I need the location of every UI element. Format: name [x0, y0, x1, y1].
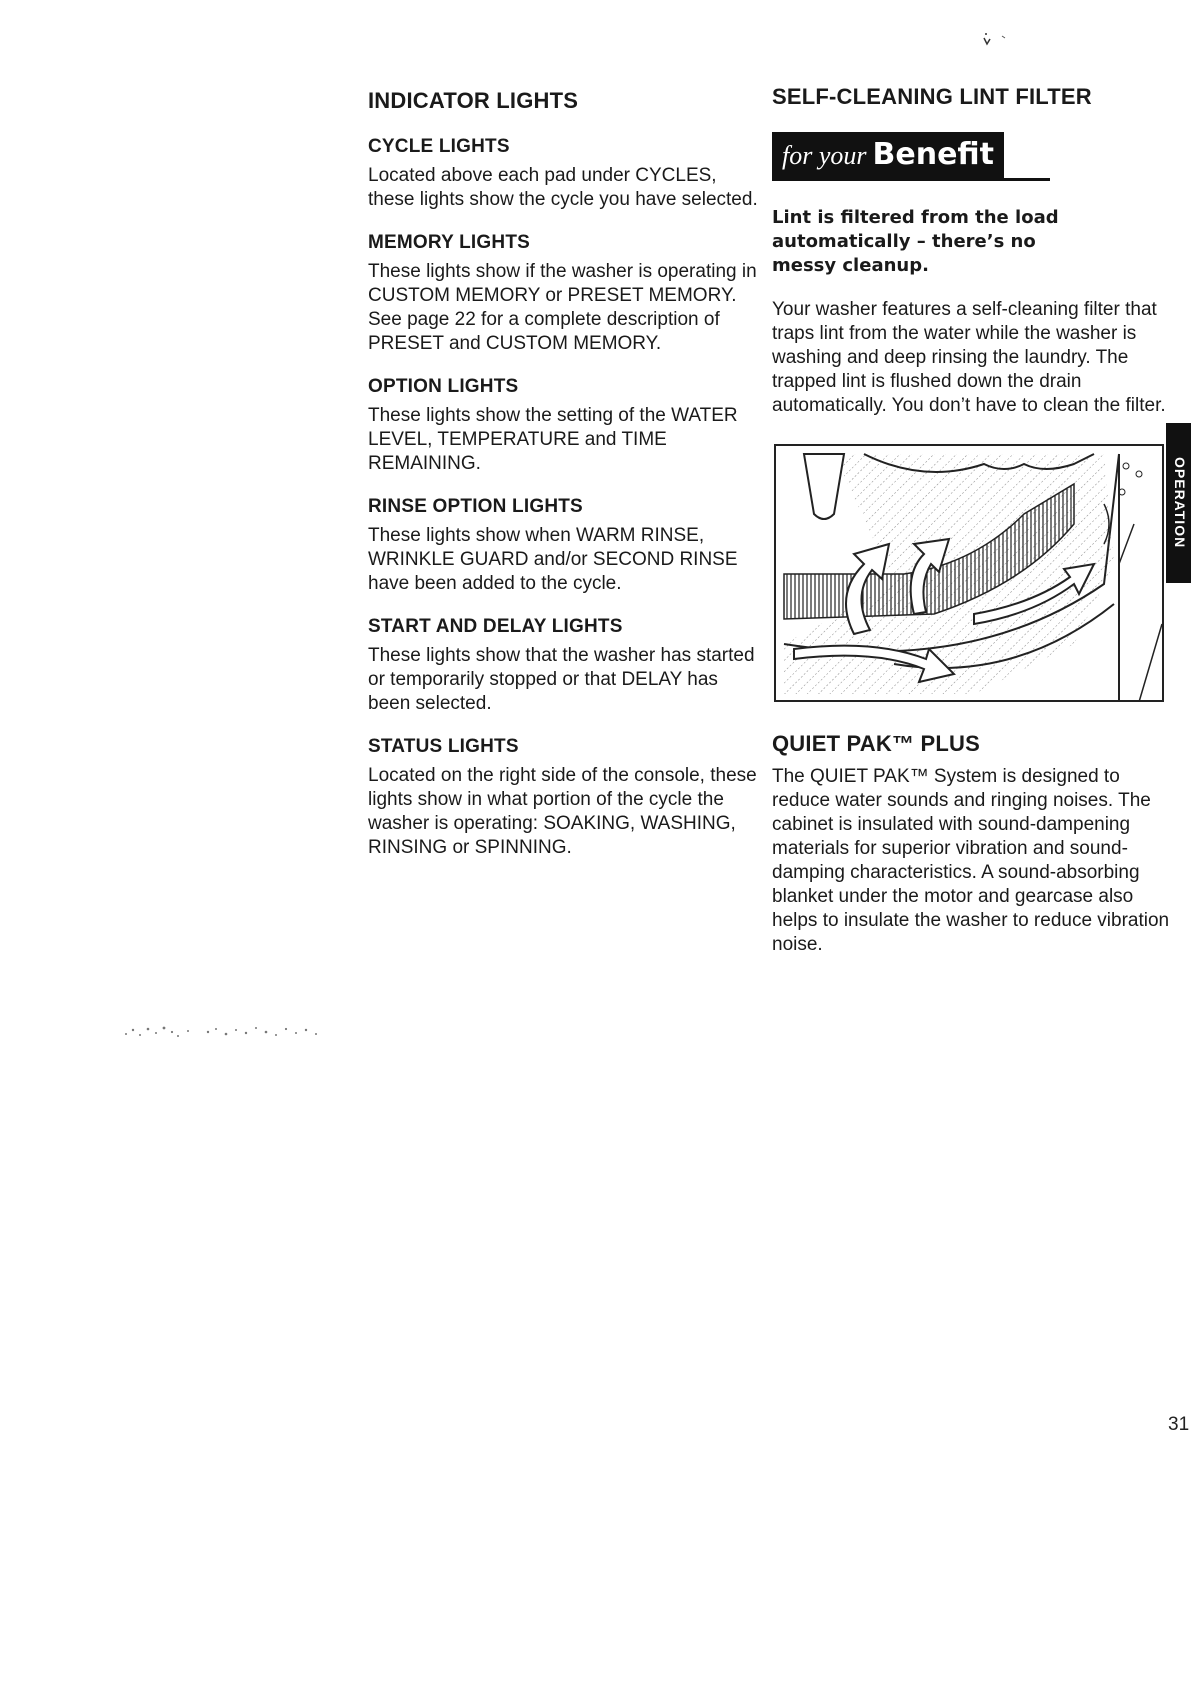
left-column — [368, 88, 758, 880]
benefit-badge-italic: for your — [782, 141, 867, 170]
benefit-badge-box — [772, 132, 1004, 180]
section-title: MEMORY LIGHTS — [368, 232, 530, 253]
quiet-pak-heading: QUIET PAK™ PLUS — [772, 731, 980, 756]
section-side-tab — [1166, 423, 1191, 583]
section-body: These lights show the setting of the WATER LEVEL, TEMPERATURE and TIME REMAINING. — [368, 405, 738, 474]
page-number: 31 — [1168, 1414, 1190, 1435]
section-body: Located on the right side of the console, these lights show in what portion of the cycle the washer is operating: SOAKING, WASHING, RINSING or SPINNING. — [368, 765, 757, 858]
section-title: CYCLE LIGHTS — [368, 136, 510, 157]
lint-filter-heading: SELF-CLEANING LINT FILTER — [772, 84, 1092, 109]
rinse-option-lights-section — [368, 496, 758, 596]
lint-filter-flow-illustration-icon — [774, 444, 1164, 702]
scan-speckle — [118, 1020, 328, 1044]
right-column — [772, 84, 1172, 975]
lint-filter-body: Your washer features a self-cleaning filter that traps lint from the water while the washer is washing and deep rinsing the laundry. The trapped lint is flushed down the drain automatically. You don’t have to clean the filter. — [772, 299, 1166, 416]
memory-lights-section — [368, 232, 758, 356]
indicator-lights-heading: INDICATOR LIGHTS — [368, 88, 579, 113]
section-body: These lights show that the washer has started or temporarily stopped or that DELAY has been selected. — [368, 645, 755, 714]
section-title: RINSE OPTION LIGHTS — [368, 496, 583, 517]
section-body: Located above each pad under CYCLES, these lights show the cycle you have selected. — [368, 165, 758, 210]
section-title: STATUS LIGHTS — [368, 736, 519, 757]
section-title: START AND DELAY LIGHTS — [368, 616, 623, 637]
side-tab-label: OPERATION — [1172, 457, 1188, 549]
benefit-summary: Lint is filtered from the load automatically – there’s no messy cleanup. — [772, 207, 1059, 276]
section-title: OPTION LIGHTS — [368, 376, 519, 397]
option-lights-section — [368, 376, 758, 476]
quiet-pak-body: The QUIET PAK™ System is designed to reduce water sounds and ringing noises. The cabinet is insulated with sound-dampening materials for superior vibration and sound-damping characteristics. A sound-absorbing blanket under the motor and gearcase also helps to insulate the washer to reduce vibration noise. — [772, 766, 1170, 955]
section-body: These lights show when WARM RINSE, WRINKLE GUARD and/or SECOND RINSE have been added to the cycle. — [368, 525, 738, 594]
cycle-lights-section — [368, 136, 758, 212]
benefit-underline — [772, 178, 1050, 181]
status-lights-section — [368, 736, 758, 860]
section-body: These lights show if the washer is operating in CUSTOM MEMORY or PRESET MEMORY. See page 22 for a complete description of PRESET and CUSTOM MEMORY. — [368, 261, 757, 354]
benefit-badge-bold: Benefit — [872, 137, 994, 172]
scan-mark — [980, 30, 1010, 50]
start-delay-lights-section — [368, 616, 758, 716]
for-your-benefit-badge — [772, 132, 1172, 182]
